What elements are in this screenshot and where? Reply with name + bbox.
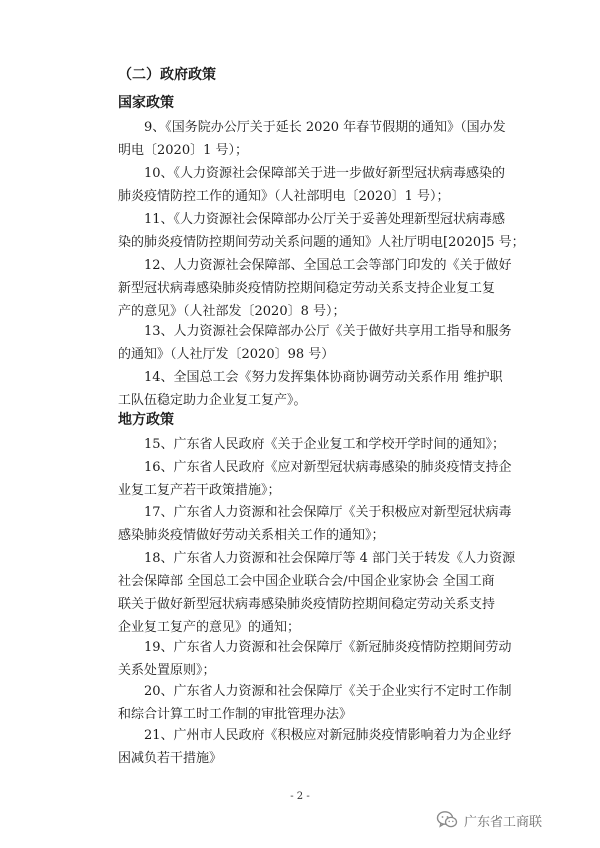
watermark-text: 广东省工商联 (464, 814, 543, 830)
local-policy-heading: 地方政策 (118, 412, 174, 428)
item-line: 17、广东省人力资源和社会保障厅《关于积极应对新型冠状病毒 (144, 505, 512, 520)
item-line: 明电〔2020〕1 号）； (118, 143, 248, 158)
item-line: 社会保障部 全国总工会中国企业联合会/中国企业家协会 全国工商 (118, 574, 495, 589)
page-number: - 2 - (290, 791, 310, 802)
item-line: 感染肺炎疫情做好劳动关系相关工作的通知》； (118, 528, 385, 543)
list-item (118, 254, 518, 323)
item-line: 困减负若干措施》 (118, 751, 223, 766)
item-line: 肺炎疫情防控工作的通知》（人社部明电〔2020〕1 号）； (118, 189, 450, 204)
item-line: 18、广东省人力资源和社会保障厅等 4 部门关于转发《人力资源 (144, 551, 516, 566)
item-line: 和综合计算工时工作制的审批管理办法》 (118, 707, 353, 722)
item-line: 19、广东省人力资源和社会保障厅《新冠肺炎疫情防控期间劳动 (144, 640, 512, 655)
list-item (118, 320, 518, 366)
list-item (118, 456, 518, 502)
item-line: 产的意见》（人社部发〔2020〕8 号）； (118, 304, 346, 319)
item-line: 新型冠状病毒感染肺炎疫情防控期间稳定劳动关系支持企业复工复 (118, 281, 496, 296)
item-line: 12、人力资源社会保障部、全国总工会等部门印发的《关于做好 (144, 258, 512, 273)
national-policy-heading: 国家政策 (118, 95, 174, 111)
item-line: 13、人力资源社会保障部办公厅《关于做好共享用工指导和服务 (144, 324, 512, 339)
list-item (118, 680, 518, 726)
list-item (118, 208, 525, 254)
item-line: 20、广东省人力资源和社会保障厅《关于企业实行不定时工作制 (144, 684, 512, 699)
list-item (118, 116, 518, 162)
list-item (118, 366, 518, 412)
list-item (118, 162, 518, 208)
item-line: 15、广东省人民政府《关于企业复工和学校开学时间的通知》； (144, 437, 506, 452)
item-line: 14、全国总工会《努力发挥集体协商协调劳动关系作用 维护职 (144, 370, 503, 385)
section-title: （二）政府政策 (118, 67, 216, 83)
item-line: 染的肺炎疫情防控期间劳动关系问题的通知》人社厅明电[2020]5 号； (118, 235, 525, 250)
item-line: 业复工复产若干政策措施》； (118, 483, 281, 498)
list-item (118, 724, 518, 770)
wechat-icon (436, 810, 458, 830)
item-line: 的通知》（人社厅发〔2020〕98 号） (118, 347, 335, 362)
item-line: 企业复工复产的意见》的通知； (118, 620, 301, 635)
list-item (118, 547, 518, 639)
item-line: 联关于做好新型冠状病毒感染肺炎疫情防控期间稳定劳动关系支持 (118, 597, 496, 612)
item-line: 工队伍稳定助力企业复工复产》。 (118, 393, 307, 408)
list-item (118, 636, 518, 682)
list-item (118, 501, 518, 547)
wechat-watermark (436, 807, 542, 833)
list-item (118, 433, 518, 456)
item-line: 9、《国务院办公厅关于延长 2020 年春节假期的通知》（国办发 (144, 120, 506, 135)
item-line: 21、广州市人民政府《积极应对新冠肺炎疫情影响着力为企业纾 (144, 728, 512, 743)
item-line: 10、《人力资源社会保障部关于进一步做好新型冠状病毒感染的 (144, 166, 506, 181)
item-line: 关系处置原则》； (118, 663, 216, 678)
item-line: 16、广东省人民政府《应对新型冠状病毒感染的肺炎疫情支持企 (144, 460, 512, 475)
item-line: 11、《人力资源社会保障部办公厅关于妥善处理新型冠状病毒感 (144, 212, 506, 227)
